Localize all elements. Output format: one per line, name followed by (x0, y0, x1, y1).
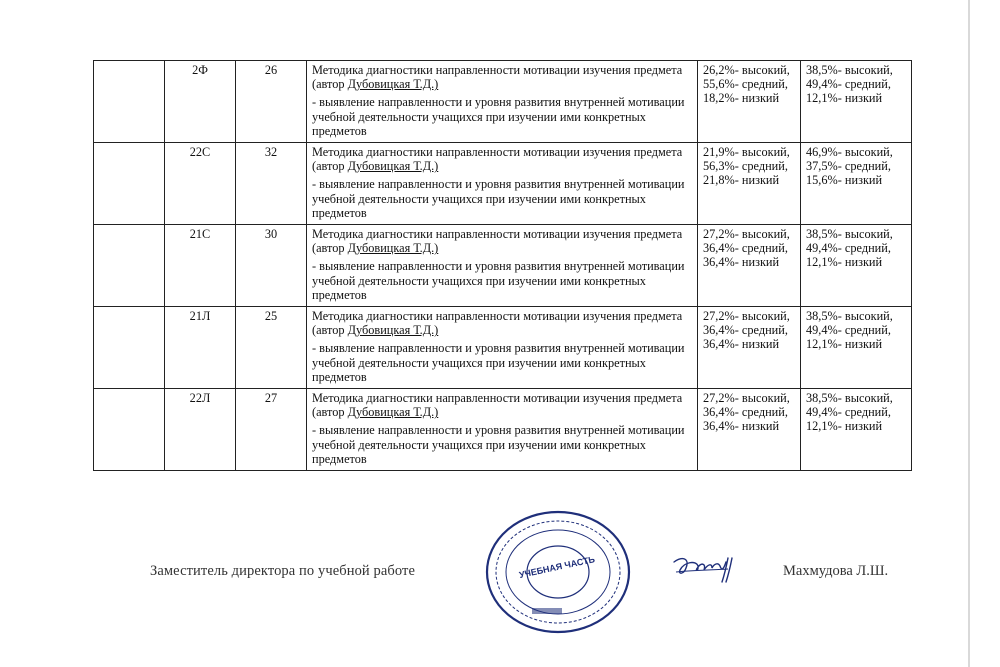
student-count-cell: 26 (236, 61, 307, 143)
result-line: 38,5%- высокий, (806, 227, 893, 241)
result-line: 26,2%- высокий, (703, 63, 790, 77)
empty-cell (94, 61, 165, 143)
class-cell: 22Л (165, 389, 236, 471)
method-description: - выявление направленности и уровня развития внутренней мотивации учебной деятельности учащихся при изучении ими конкретных предметов (312, 177, 685, 220)
result-line: 38,5%- высокий, (806, 63, 893, 77)
table-row (94, 307, 912, 389)
method-author-open: (автор (312, 159, 348, 174)
student-count-cell: 25 (236, 307, 307, 389)
results-table (93, 60, 912, 471)
result-line: 55,6%- средний, (703, 77, 788, 92)
result-line: 49,4%- средний, (806, 323, 891, 338)
result-line: 36,4%- средний, (703, 323, 788, 338)
result-line: 37,5%- средний, (806, 159, 891, 174)
method-description: - выявление направленности и уровня развития внутренней мотивации учебной деятельности учащихся при изучении ими конкретных предметов (312, 423, 685, 466)
method-title-text: Методика диагностики направленности мотивации изучения предмета (312, 391, 683, 405)
result-first-cell (698, 307, 801, 389)
empty-cell (94, 307, 165, 389)
result-line: 36,4%- средний, (703, 241, 788, 256)
method-title (312, 63, 692, 91)
official-stamp (484, 508, 632, 636)
result-second-cell (801, 389, 912, 471)
result-line: 27,2%- высокий, (703, 309, 790, 323)
result-line: 49,4%- средний, (806, 241, 891, 256)
result-line: 56,3%- средний, (703, 159, 788, 174)
result-line: 38,5%- высокий, (806, 391, 893, 405)
result-line: 38,5%- высокий, (806, 309, 893, 323)
result-line: 12,1%- низкий (806, 419, 883, 434)
result-line: 46,9%- высокий, (806, 145, 893, 159)
method-cell (307, 143, 698, 225)
signature-name: Махмудова Л.Ш. (783, 563, 889, 579)
method-title-text: Методика диагностики направленности мотивации изучения предмета (312, 145, 683, 159)
student-count-cell: 30 (236, 225, 307, 307)
page-edge (968, 0, 970, 667)
method-title-text: Методика диагностики направленности мотивации изучения предмета (312, 227, 683, 241)
method-cell (307, 61, 698, 143)
result-second-cell (801, 61, 912, 143)
method-cell (307, 225, 698, 307)
result-line: 12,1%- низкий (806, 91, 883, 106)
result-second-cell (801, 143, 912, 225)
method-author: Дубовицкая Т.Д.) (347, 323, 439, 338)
method-author-open: (автор (312, 405, 348, 420)
method-author-open: (автор (312, 77, 348, 92)
class-cell: 2Ф (165, 61, 236, 143)
method-author: Дубовицкая Т.Д.) (347, 77, 439, 92)
method-author-open: (автор (312, 323, 348, 338)
result-line: 18,2%- низкий (703, 91, 780, 106)
method-author: Дубовицкая Т.Д.) (347, 241, 439, 256)
result-line: 27,2%- высокий, (703, 391, 790, 405)
method-title-text: Методика диагностики направленности мотивации изучения предмета (312, 309, 683, 323)
student-count-cell: 32 (236, 143, 307, 225)
result-line: 36,4%- низкий (703, 255, 780, 270)
method-title (312, 227, 692, 255)
empty-cell (94, 225, 165, 307)
svg-text:УЧЕБНАЯ ЧАСТЬ (518, 554, 596, 580)
table-row (94, 225, 912, 307)
empty-cell (94, 389, 165, 471)
result-line: 27,2%- высокий, (703, 227, 790, 241)
student-count-cell: 27 (236, 389, 307, 471)
class-cell: 21Л (165, 307, 236, 389)
method-author-open: (автор (312, 241, 348, 256)
class-cell: 22С (165, 143, 236, 225)
result-first-cell (698, 225, 801, 307)
result-line: 49,4%- средний, (806, 405, 891, 420)
result-first-cell (698, 143, 801, 225)
result-second-cell (801, 307, 912, 389)
result-first-cell (698, 389, 801, 471)
method-cell (307, 389, 698, 471)
table-row (94, 61, 912, 143)
method-author: Дубовицкая Т.Д.) (347, 405, 439, 420)
handwritten-signature (668, 548, 748, 588)
result-line: 12,1%- низкий (806, 337, 883, 352)
results-table-body (94, 61, 912, 471)
result-line: 49,4%- средний, (806, 77, 891, 92)
method-title-text: Методика диагностики направленности мотивации изучения предмета (312, 63, 683, 77)
result-line: 21,9%- высокий, (703, 145, 790, 159)
method-title (312, 309, 692, 337)
result-line: 36,4%- низкий (703, 337, 780, 352)
result-line: 36,4%- низкий (703, 419, 780, 434)
method-title (312, 145, 692, 173)
result-line: 15,6%- низкий (806, 173, 883, 188)
method-description: - выявление направленности и уровня развития внутренней мотивации учебной деятельности учащихся при изучении ими конкретных предметов (312, 95, 685, 138)
result-line: 21,8%- низкий (703, 173, 780, 188)
method-cell (307, 307, 698, 389)
method-description: - выявление направленности и уровня развития внутренней мотивации учебной деятельности учащихся при изучении ими конкретных предметов (312, 341, 685, 384)
method-author: Дубовицкая Т.Д.) (347, 159, 439, 174)
result-first-cell (698, 61, 801, 143)
class-cell: 21С (165, 225, 236, 307)
signature-position-title: Заместитель директора по учебной работе (150, 563, 416, 579)
method-description: - выявление направленности и уровня развития внутренней мотивации учебной деятельности учащихся при изучении ими конкретных предметов (312, 259, 685, 302)
result-second-cell (801, 225, 912, 307)
method-title (312, 391, 692, 419)
table-row (94, 389, 912, 471)
stamp-text: УЧЕБНАЯ ЧАСТЬ (518, 554, 596, 581)
result-line: 12,1%- низкий (806, 255, 883, 270)
empty-cell (94, 143, 165, 225)
table-row (94, 143, 912, 225)
result-line: 36,4%- средний, (703, 405, 788, 420)
